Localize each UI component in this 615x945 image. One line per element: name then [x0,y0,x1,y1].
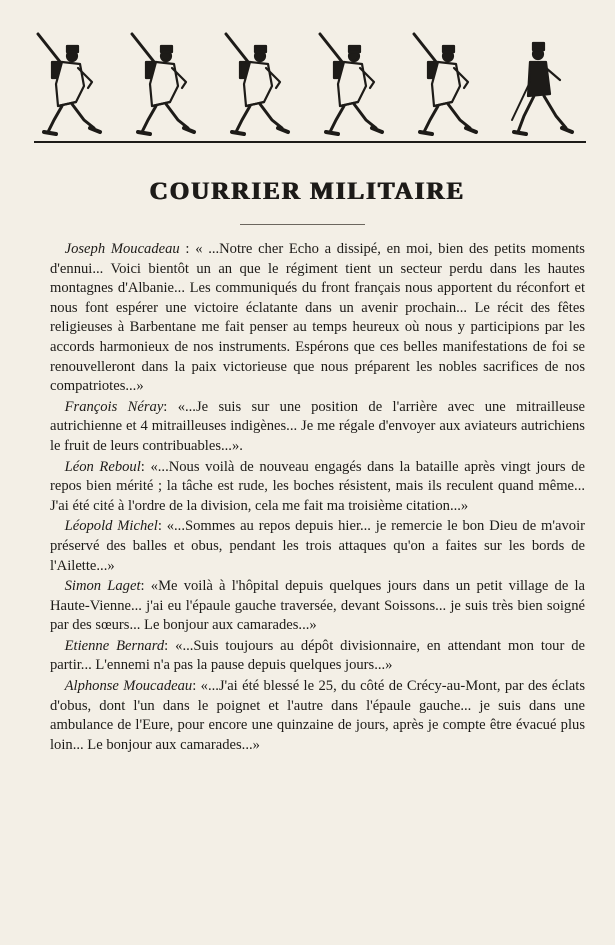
letter-text: «...Suis toujours au dépôt divisionnaire, en attendant mon tour de partir... L'ennemi n'a pas la pause depuis quelques jours...» [50,637,586,674]
letters-column [50,240,585,756]
letter-author: Simon Laget [64,578,141,595]
letter-author: Joseph Moucadeau [64,241,180,257]
letter-text: «Me voilà à l'hôpital depuis quelques jours dans un petit village de la Haute-Vienne... j'ai eu l'épaule gauche traversée, devant Soissons... je suis très bien soigné par des sœurs... Le bonjour aux camarades...» [50,578,586,634]
letter: Etienne Bernard: «...Suis toujours au dépôt divisionnaire, en attendant mon tour de partir... L'ennemi n'a pas la pause depuis quelques jours...» [50,637,586,674]
letter: Joseph Moucadeau : « ...Notre cher Echo a dissipé, en moi, bien des petits moments d'ennui... Voici bientôt un an que le régiment tient un secteur perdu dans les hautes montagnes d'Albanie... Les communiqués du front français nous apportent du réconfort et nous font espérer une victoire éclatante dans un avenir prochain... Le récit des fêtes religieuses à Barbentane me fait penser au temps heureux où nous y participions par les accords harmonieux de nos instruments. Espérons que ces belles manifestations de foi se renouvelleront dans la paix victorieuse que nous préparent les nobles sacrifices de nos compatriotes...» [50,241,585,395]
letter-text: «...J'ai été blessé le 25, du côté de Crécy-au-Mont, par des éclats d'obus, dont l'un dans le poignet et l'autre dans l'épaule gauche... je suis dans une ambulance de l'Eure, pour encore une quinzaine de jours, après je compte être évacué plus loin... Le bonjour aux camarades...» [50,678,586,753]
letter: Simon Laget: «Me voilà à l'hôpital depuis quelques jours dans un petit village de la Haute-Vienne... j'ai eu l'épaule gauche traversée, devant Soissons... je suis très bien soigné par des sœurs... Le bonjour aux camarades...» [50,578,586,634]
page-title: COURRIER MILITAIRE [149,178,466,205]
title-underline [240,224,365,225]
letter: Léon Reboul: «...Nous voilà de nouveau engagés dans la bataille après vingt jours de repos bien mérité ; la tâche est rude, les boches résistent, mais ils reculent quand même... J'ai été cité à l'ordre de la division, cela me fait ma troisième citation...» [50,458,585,514]
letter-author: Léon Reboul [64,458,141,475]
letter: Alphonse Moucadeau: «...J'ai été blessé le 25, du côté de Crécy-au-Mont, par des éclats d'obus, dont l'un dans le poignet et l'autre dans l'épaule gauche... je suis dans une ambulance de l'Eure, pour encore une quinzaine de jours, après je compte être évacué plus loin... Le bonjour aux camarades...» [50,678,586,753]
letter-author: Alphonse Moucadeau [64,678,193,695]
letter-text: «...Je suis sur une position de l'arrière avec une mitrailleuse autrichienne et 4 mitrailleuses indigènes... Je me régale d'envoyer aux aviateurs autrichiens le fruit de leurs contribuables...». [50,398,586,454]
letter-author: Léopold Michel [64,518,158,535]
letter: François Néray: «...Je suis sur une position de l'arrière avec une mitrailleuse autrichienne et 4 mitrailleuses indigènes... Je me régale d'envoyer aux aviateurs autrichiens le fruit de leurs contribuables...». [50,398,586,454]
letter-text: « ...Notre cher Echo a dissipé, en moi, bien des petits moments d'ennui... Voici bientôt un an que le régiment tient un secteur perdu dans les hautes montagnes d'Albanie... Les communiqués du front français nous apportent du réconfort et nous font espérer une victoire éclatante dans un avenir prochain... Le récit des fêtes religieuses à Barbentane me fait penser au temps heureux où nous y participions par les accords harmonieux de nos instruments. Espérons que ces belles manifestations de foi se renouvelleront dans la paix victorieuse que nous préparent les nobles sacrifices de nos compatriotes...» [50,241,585,395]
header-rule [34,141,586,143]
letter-author: Etienne Bernard [64,637,165,654]
letter-text: «...Sommes au repos depuis hier... je remercie le bon Dieu de m'avoir préservé des balles et obus, pendant les trois attaques qu'on a faites sur les bords de l'Ailette...» [50,518,586,574]
marching-soldiers-frieze [30,18,590,144]
letter: Léopold Michel: «...Sommes au repos depuis hier... je remercie le bon Dieu de m'avoir préservé des balles et obus, pendant les trois attaques qu'on a faites sur les bords de l'Ailette...» [50,518,586,574]
letter-text: «...Nous voilà de nouveau engagés dans la bataille après vingt jours de repos bien mérité ; la tâche est rude, les boches résistent, mais ils reculent quand même... J'ai été cité à l'ordre de la division, cela me fait ma troisième citation...» [50,458,585,514]
letter-author: François Néray [64,398,164,415]
